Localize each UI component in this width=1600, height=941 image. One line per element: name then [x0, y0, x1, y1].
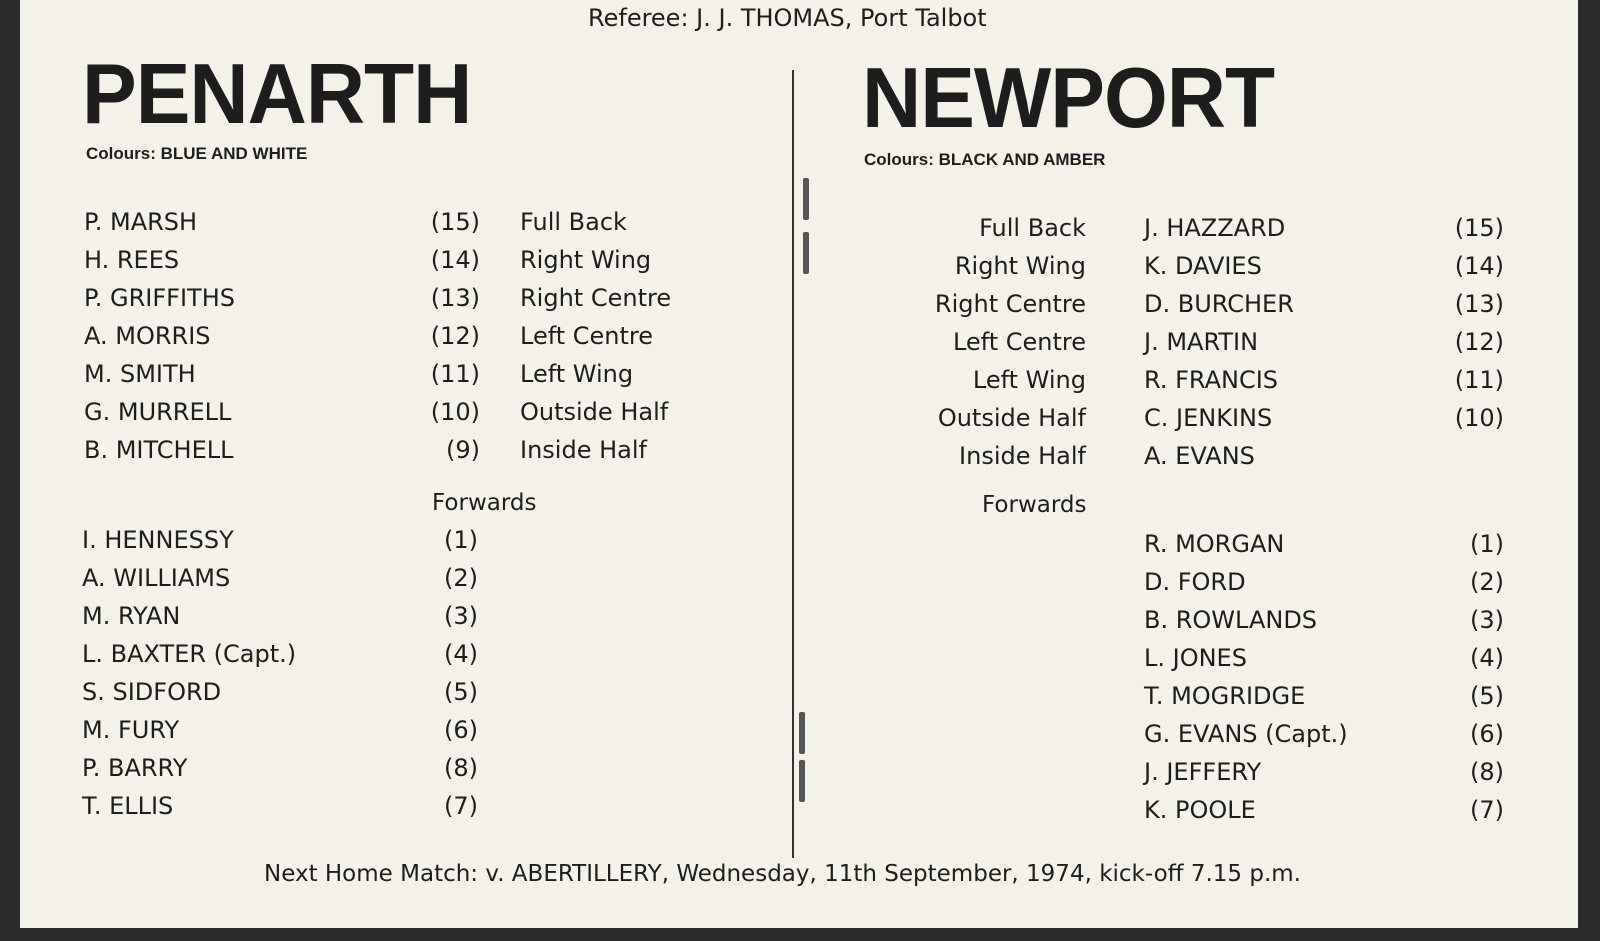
jersey-number: (5) [1470, 682, 1504, 710]
jersey-number: (10) [430, 398, 480, 426]
jersey-number: (2) [1470, 568, 1504, 596]
position-label: Outside Half [520, 398, 669, 426]
jersey-number: (11) [1454, 366, 1504, 394]
player-name: R. MORGAN [1144, 530, 1285, 558]
jersey-number: (7) [444, 792, 478, 820]
position-label: Outside Half [937, 404, 1086, 432]
jersey-number: (1) [1470, 530, 1504, 558]
player-name: H. REES [84, 246, 180, 274]
jersey-number: (4) [444, 640, 478, 668]
jersey-number: (2) [444, 564, 478, 592]
page-edge-bottom [0, 928, 1600, 941]
player-name: G. MURRELL [84, 398, 232, 426]
player-name: B. ROWLANDS [1144, 606, 1318, 634]
position-label: Right Wing [520, 246, 652, 274]
player-name: M. SMITH [84, 360, 196, 388]
jersey-number: (12) [1454, 328, 1504, 356]
position-label: Left Centre [952, 328, 1086, 356]
home-forwards-heading: Forwards [432, 490, 537, 516]
position-label: Full Back [979, 214, 1086, 242]
page-fold-divider [792, 70, 794, 858]
position-label: Right Centre [934, 290, 1086, 318]
jersey-number: (7) [1470, 796, 1504, 824]
jersey-number: (9) [446, 436, 480, 464]
jersey-number: (6) [1470, 720, 1504, 748]
home-team-colours: Colours: BLUE AND WHITE [86, 144, 308, 163]
jersey-number: (15) [1454, 214, 1504, 242]
player-name: A. WILLIAMS [82, 564, 231, 592]
player-name: P. GRIFFITHS [84, 284, 235, 312]
player-name: D. FORD [1144, 568, 1246, 596]
next-home-match: Next Home Match: v. ABERTILLERY, Wednesday, 11th September, 1974, kick-off 7.15 p.m. [264, 861, 1301, 887]
player-name: J. MARTIN [1144, 328, 1259, 356]
player-name: J. HAZZARD [1144, 214, 1286, 242]
player-name: L. BAXTER (Capt.) [82, 640, 297, 668]
staple-top [803, 178, 809, 220]
position-label: Left Centre [520, 322, 654, 350]
player-name: G. EVANS (Capt.) [1144, 720, 1348, 748]
staple-bottom-lower [799, 760, 805, 802]
player-name: K. DAVIES [1144, 252, 1262, 280]
jersey-number: (10) [1454, 404, 1504, 432]
player-name: J. JEFFERY [1144, 758, 1262, 786]
staple-top-lower [803, 232, 809, 274]
player-name: M. RYAN [82, 602, 181, 630]
jersey-number: (11) [430, 360, 480, 388]
position-label: Left Wing [520, 360, 634, 388]
position-label: Left Wing [972, 366, 1086, 394]
jersey-number: (13) [1454, 290, 1504, 318]
player-name: P. BARRY [82, 754, 188, 782]
page-edge-right [1578, 0, 1600, 941]
away-team-name: NEWPORT [862, 51, 1275, 146]
jersey-number: (3) [444, 602, 478, 630]
jersey-number: (1) [444, 526, 478, 554]
jersey-number: (15) [430, 208, 480, 236]
player-name: A. EVANS [1144, 442, 1255, 470]
player-name: B. MITCHELL [84, 436, 234, 464]
player-name: D. BURCHER [1144, 290, 1294, 318]
jersey-number: (8) [444, 754, 478, 782]
player-name: I. HENNESSY [82, 526, 234, 554]
jersey-number: (14) [1454, 252, 1504, 280]
jersey-number: (4) [1470, 644, 1504, 672]
referee-line: Referee: J. J. THOMAS, Port Talbot [588, 4, 987, 32]
staple-bottom [799, 712, 805, 754]
jersey-number: (6) [444, 716, 478, 744]
player-name: T. ELLIS [82, 792, 174, 820]
jersey-number: (5) [444, 678, 478, 706]
jersey-number: (3) [1470, 606, 1504, 634]
away-team-colours: Colours: BLACK AND AMBER [864, 150, 1106, 169]
jersey-number: (13) [430, 284, 480, 312]
player-name: T. MOGRIDGE [1144, 682, 1306, 710]
position-label: Inside Half [520, 436, 647, 464]
position-label: Inside Half [959, 442, 1086, 470]
jersey-number: (14) [430, 246, 480, 274]
jersey-number: (12) [430, 322, 480, 350]
player-name: M. FURY [82, 716, 180, 744]
away-forwards-heading: Forwards [982, 492, 1087, 518]
position-label: Right Wing [954, 252, 1086, 280]
player-name: L. JONES [1144, 644, 1247, 672]
player-name: P. MARSH [84, 208, 198, 236]
position-label: Full Back [520, 208, 627, 236]
player-name: R. FRANCIS [1144, 366, 1279, 394]
player-name: C. JENKINS [1144, 404, 1273, 432]
player-name: S. SIDFORD [82, 678, 222, 706]
player-name: K. POOLE [1144, 796, 1256, 824]
player-name: A. MORRIS [84, 322, 211, 350]
jersey-number: (8) [1470, 758, 1504, 786]
position-label: Right Centre [520, 284, 672, 312]
home-team-name: PENARTH [82, 47, 472, 142]
